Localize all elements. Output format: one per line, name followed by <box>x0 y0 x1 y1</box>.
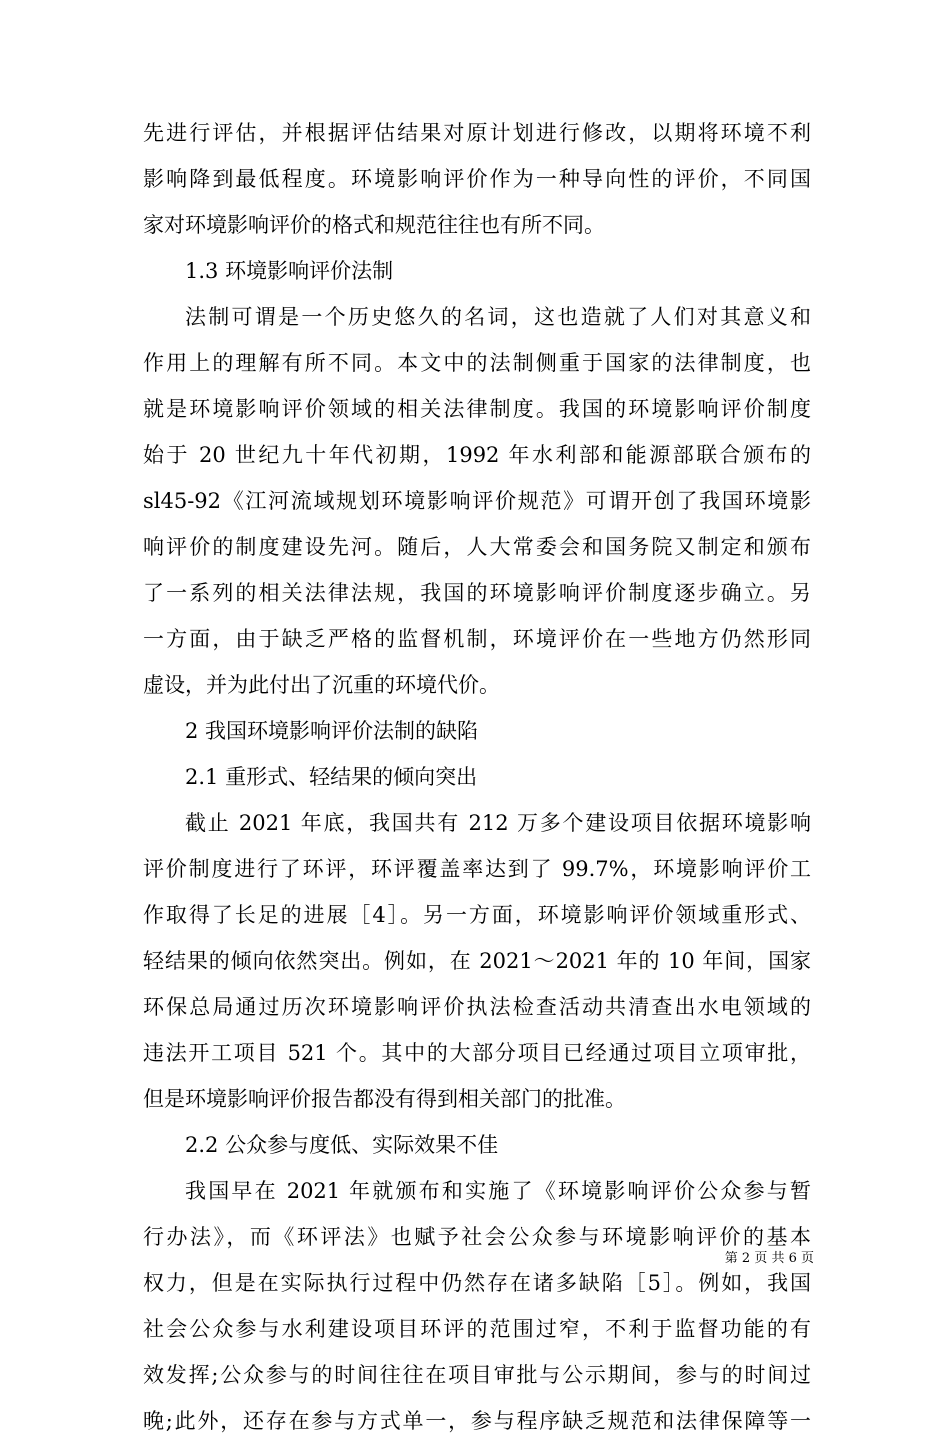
text-line: 晚;此外，还存在参与方式单一，参与程序缺乏规范和法律保障等一 <box>143 1409 811 1433</box>
text-line: 先进行评估，并根据评估结果对原计划进行修改，以期将环境不利 <box>143 121 811 145</box>
text-line: 轻结果的倾向依然突出。例如，在 2021～2021 年的 10 年间，国家 <box>143 949 811 973</box>
text-line: 行办法》，而《环评法》也赋予社会公众参与环境影响评价的基本 <box>143 1225 811 1249</box>
section-heading: 2.2 公众参与度低、实际效果不佳 <box>185 1133 499 1157</box>
text-line: 响评价的制度建设先河。随后，人大常委会和国务院又制定和颁布 <box>143 535 811 559</box>
text-line: 评价制度进行了环评，环评覆盖率达到了 99.7%，环境影响评价工 <box>143 857 811 881</box>
text-line: 权力，但是在实际执行过程中仍然存在诸多缺陷［5］。例如，我国 <box>143 1271 811 1295</box>
text-line: 截止 2021 年底，我国共有 212 万多个建设项目依据环境影响 <box>185 811 811 835</box>
text-line: 了一系列的相关法律法规，我国的环境影响评价制度逐步确立。另 <box>143 581 811 605</box>
body-text <box>143 110 811 1444</box>
section-heading: 1.3 环境影响评价法制 <box>185 259 394 283</box>
text-line: 但是环境影响评价报告都没有得到相关部门的批准。 <box>143 1087 626 1111</box>
text-line: 违法开工项目 521 个。其中的大部分项目已经通过项目立项审批， <box>143 1041 811 1065</box>
text-line: 我国早在 2021 年就颁布和实施了《环境影响评价公众参与暂 <box>185 1179 811 1203</box>
text-line: 一方面，由于缺乏严格的监督机制，环境评价在一些地方仍然形同 <box>143 627 811 651</box>
text-line: 效发挥;公众参与的时间往往在项目审批与公示期间，参与的时间过 <box>143 1363 811 1387</box>
section-heading: 2 我国环境影响评价法制的缺陷 <box>185 719 479 743</box>
text-line: 影响降到最低程度。环境影响评价作为一种导向性的评价，不同国 <box>143 167 811 191</box>
text-line: 始于 20 世纪九十年代初期，1992 年水利部和能源部联合颁布的 <box>143 443 811 467</box>
text-line: 就是环境影响评价领域的相关法律制度。我国的环境影响评价制度 <box>143 397 811 421</box>
text-line: sl45-92《江河流域规划环境影响评价规范》可谓开创了我国环境影 <box>143 489 811 513</box>
text-line: 作取得了长足的进展［4］。另一方面，环境影响评价领域重形式、 <box>143 903 811 927</box>
page-number: 第 2 页 共 6 页 <box>724 1251 814 1266</box>
text-line: 法制可谓是一个历史悠久的名词，这也造就了人们对其意义和 <box>185 305 811 329</box>
section-heading: 2.1 重形式、轻结果的倾向突出 <box>185 765 478 789</box>
text-line: 社会公众参与水利建设项目环评的范围过窄，不利于监督功能的有 <box>143 1317 811 1341</box>
text-line: 家对环境影响评价的格式和规范往往也有所不同。 <box>143 213 605 237</box>
text-line: 环保总局通过历次环境影响评价执法检查活动共清查出水电领域的 <box>143 995 811 1019</box>
text-line: 虚设，并为此付出了沉重的环境代价。 <box>143 673 500 697</box>
text-line: 作用上的理解有所不同。本文中的法制侧重于国家的法律制度，也 <box>143 351 811 375</box>
